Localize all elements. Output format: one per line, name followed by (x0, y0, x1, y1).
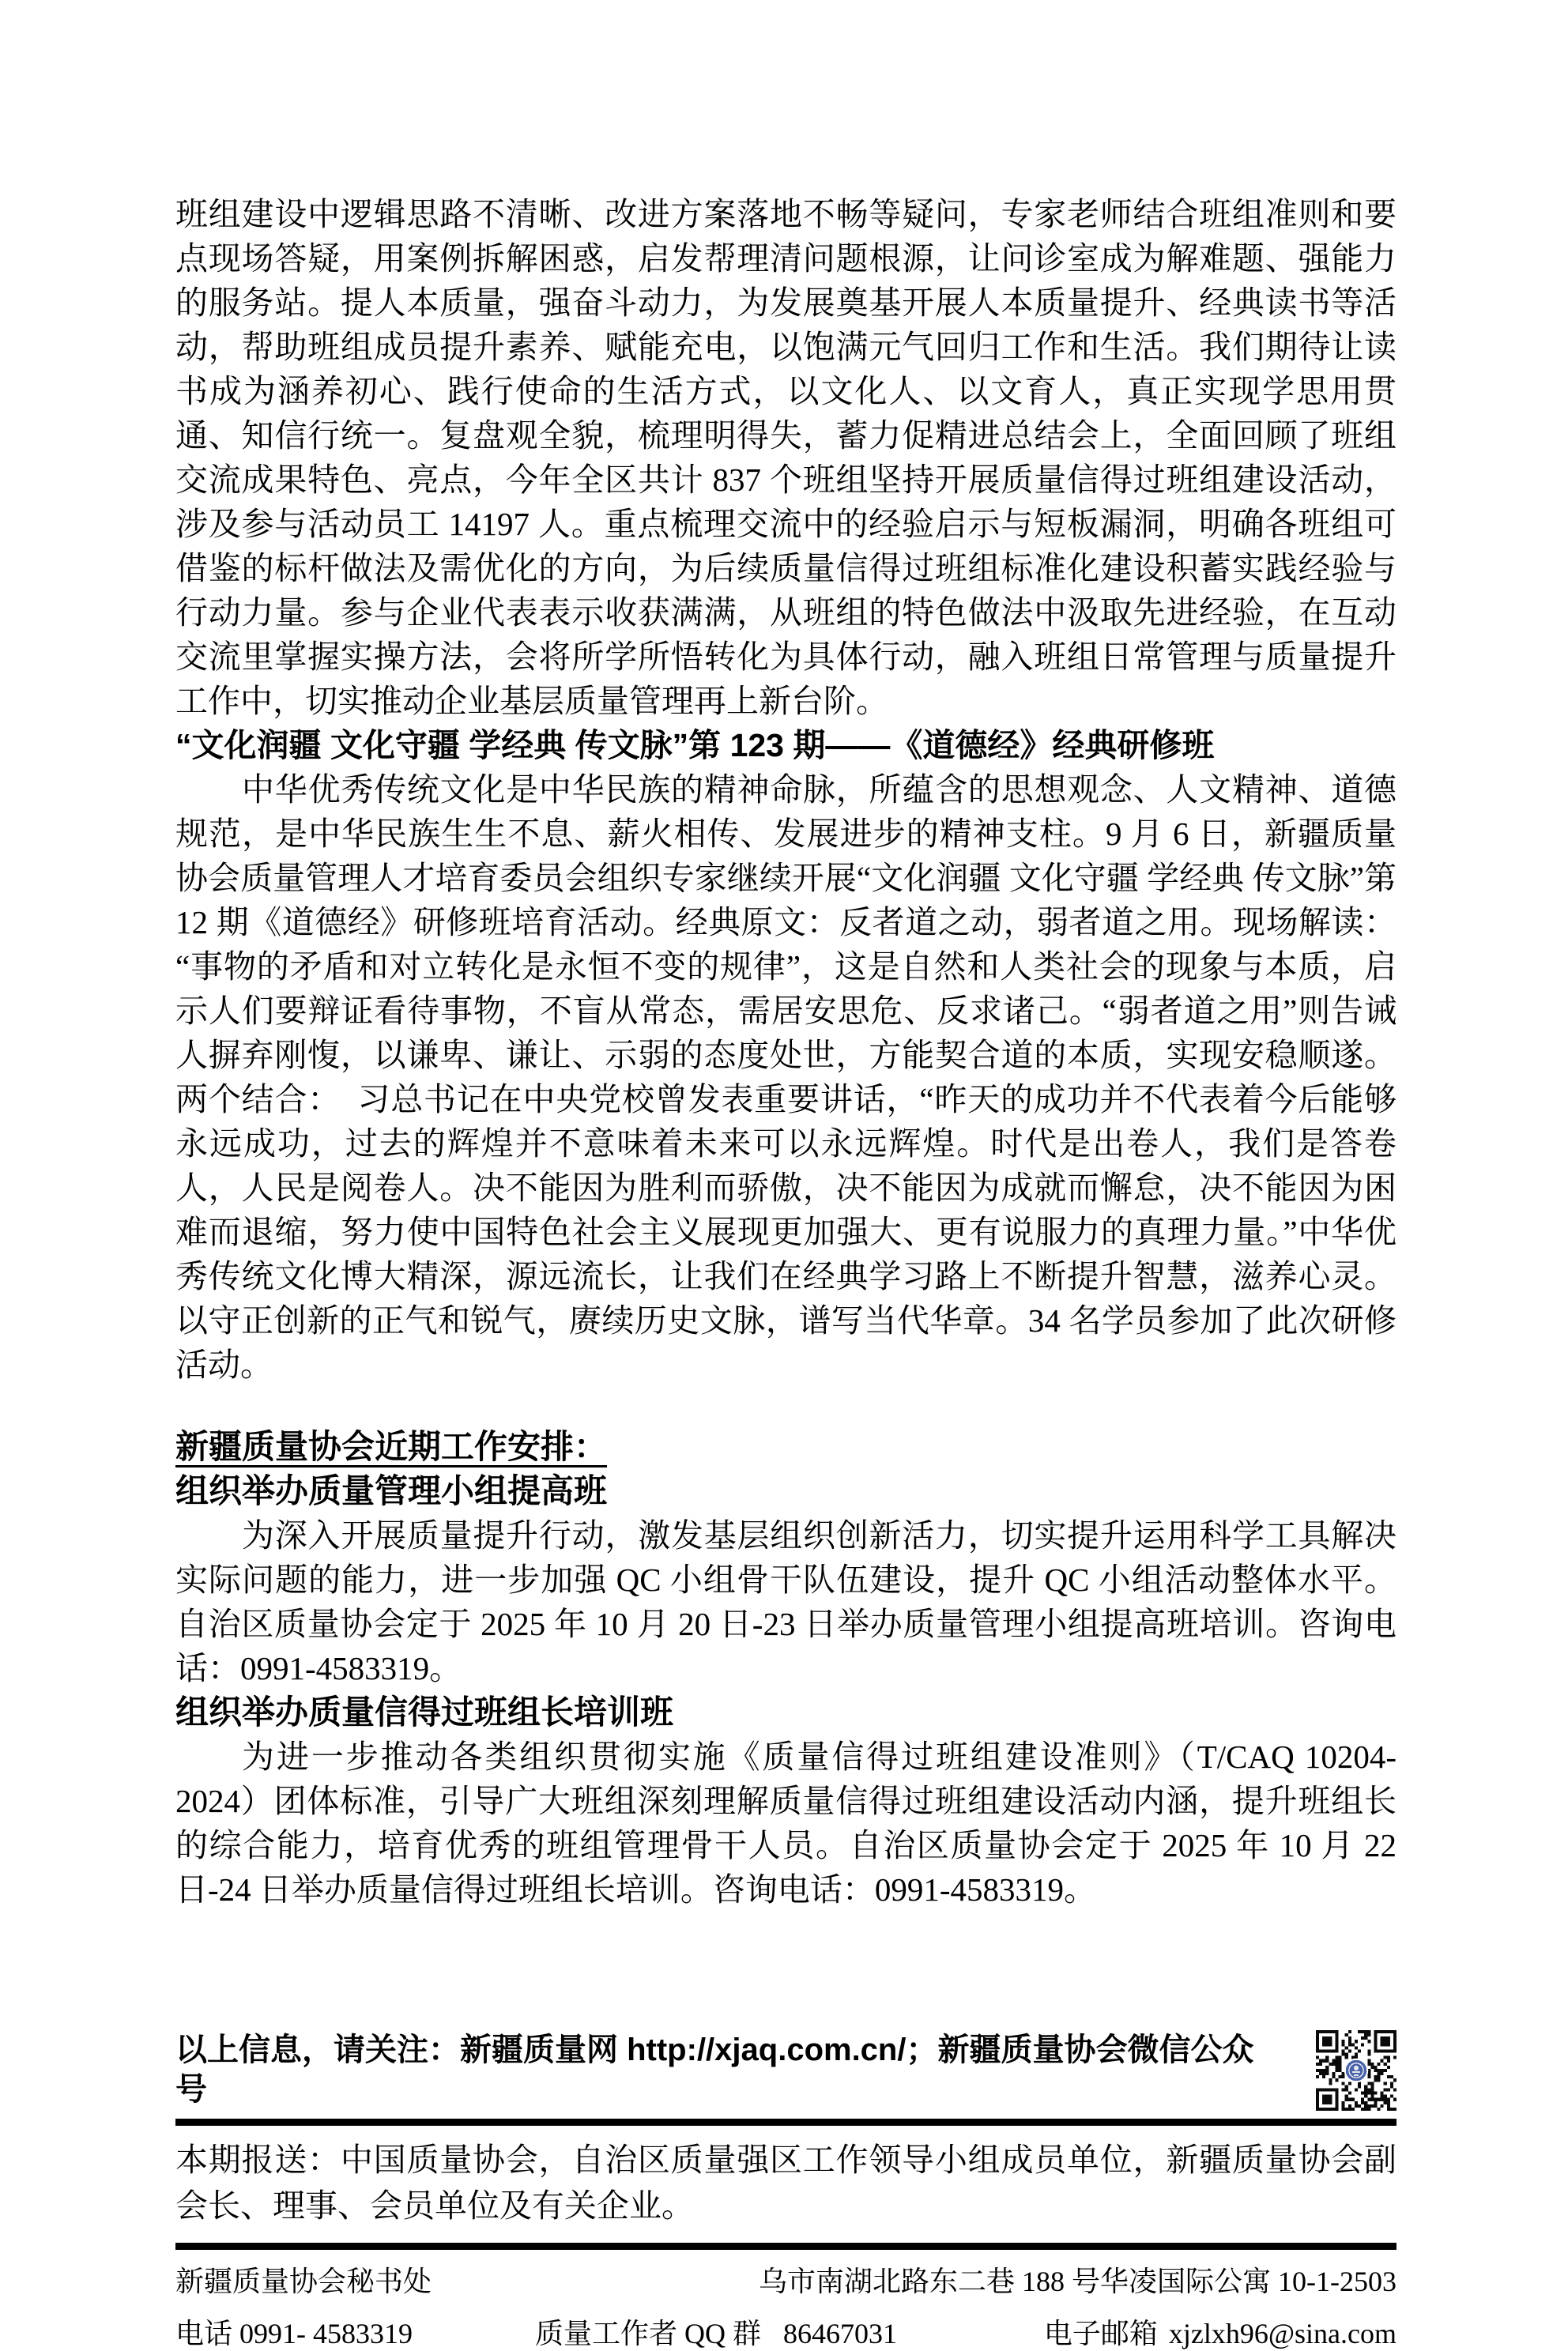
footer-email-value: xjzlxh96@sina.com (1168, 2318, 1396, 2349)
section-body-daodejing-class: 中华优秀传统文化是中华民族的精神命脉，所蕴含的思想观念、人文精神、道德规范，是中华民族生生不息、薪火相传、发展进步的精神支柱。9 月 6 日，新疆质量协会质量管理人才培育委员会组织专家继续开展“文化润疆 文化守疆 学经典 传文脉”第 12 期《道德经》研修班培育活动。经典原文：反者道之动，弱者道之用。现场解读：“事物的矛盾和对立转化是永恒不变的规律”，这是自然和人类社会的现象与本质，启示人们要辩证看待事物，不盲从常态，需居安思危、反求诸己。“弱者道之用”则告诫人摒弃刚愎，以谦卑、谦让、示弱的态度处世，方能契合道的本质，实现安稳顺遂。两个结合： 习总书记在中央党校曾发表重要讲话，“昨天的成功并不代表着今后能够永远成功，过去的辉煌并不意味着未来可以永远辉煌。时代是出卷人，我们是答卷人，人民是阅卷人。决不能因为胜利而骄傲，决不能因为成就而懈怠，决不能因为困难而退缩，努力使中国特色社会主义展现更加强大、更有说服力的真理力量。”中华优秀传统文化博大精深，源远流长，让我们在经典学习路上不断提升智慧，滋养心灵。以守正创新的正气和锐气，赓续历史文脉，谱写当代华章。34 名学员参加了此次研修活动。 (175, 771, 1396, 1383)
footer-row-2 (175, 2316, 1396, 2351)
wechat-qrcode-icon (1316, 2030, 1396, 2111)
notice-row (175, 2030, 1396, 2111)
footer-qq-group (535, 2316, 897, 2351)
follow-us-notice: 以上信息，请关注：新疆质量网 http://xjaq.com.cn/；新疆质量协会微信公众号 (175, 2033, 1254, 2107)
footer-phone: 电话 0991- 4583319 (175, 2318, 413, 2349)
schedule-item-2-heading: 组织举办质量信得过班组长培训班 (175, 1694, 674, 1731)
section-heading-daodejing-class: “文化润疆 文化守疆 学经典 传文脉”第 123 期——《道德经》经典研修班 (175, 727, 1215, 763)
footer-email-label: 电子邮箱 (1043, 2318, 1158, 2349)
footer-address: 乌市南湖北路东二巷 188 号华凌国际公寓 10-1-2503 (759, 2266, 1396, 2297)
divider-rule-top (175, 2119, 1396, 2126)
schedule-item-2-body: 为进一步推动各类组织贯彻实施《质量信得过班组建设准则》（T/CAQ 10204-2024）团体标准，引导广大班组深刻理解质量信得过班组建设活动内涵，提升班组长的综合能力，培育优秀的班组管理骨干人员。自治区质量协会定于 2025 年 10 月 22 日-24 日举办质量信得过班组长培训。咨询电话：0991-4583319。 (175, 1739, 1396, 1908)
schedule-item-1-heading: 组织举办质量管理小组提高班 (175, 1472, 608, 1509)
schedule-item-1-body: 为深入开展质量提升行动，激发基层组织创新活力，切实提升运用科学工具解决实际问题的能力，进一步加强 QC 小组骨干队伍建设，提升 QC 小组活动整体水平。自治区质量协会定于 2025 年 10 月 20 日-23 日举办质量管理小组提高班培训。咨询电话：0991-4583319。 (175, 1517, 1396, 1686)
footer-row-1 (175, 2264, 1396, 2299)
schedule-heading: 新疆质量协会近期工作安排： (175, 1428, 608, 1465)
footer-qq-label: 质量工作者 QQ 群 (535, 2318, 761, 2349)
divider-rule-bottom (175, 2243, 1396, 2250)
footer-email (1044, 2316, 1396, 2351)
distribution-paragraph: 本期报送：中国质量协会，自治区质量强区工作领导小组成员单位，新疆质量协会副会长、理事、会员单位及有关企业。 (175, 2142, 1396, 2224)
footer-qq-number: 86467031 (783, 2318, 897, 2349)
body-continuation-paragraph: 班组建设中逻辑思路不清晰、改进方案落地不畅等疑问，专家老师结合班组准则和要点现场答疑，用案例拆解困惑，启发帮理清问题根源，让问诊室成为解难题、强能力的服务站。提人本质量，强奋斗动力，为发展奠基开展人本质量提升、经典读书等活动，帮助班组成员提升素养、赋能充电，以饱满元气回归工作和生活。我们期待让读书成为涵养初心、践行使命的生活方式，以文化人、以文育人，真正实现学思用贯通、知信行统一。复盘观全貌，梳理明得失，蓄力促精进总结会上，全面回顾了班组交流成果特色、亮点，今年全区共计 837 个班组坚持开展质量信得过班组建设活动，涉及参与活动员工 14197 人。重点梳理交流中的经验启示与短板漏洞，明确各班组可借鉴的标杆做法及需优化的方向，为后续质量信得过班组标准化建设积蓄实践经验与行动力量。参与企业代表表示收获满满，从班组的特色做法中汲取先进经验，在互动交流里掌握实操方法，会将所学所悟转化为具体行动，融入班组日常管理与质量提升工作中，切实推动企业基层质量管理再上新台阶。 (175, 196, 1396, 719)
footer-secretariat: 新疆质量协会秘书处 (175, 2266, 432, 2297)
